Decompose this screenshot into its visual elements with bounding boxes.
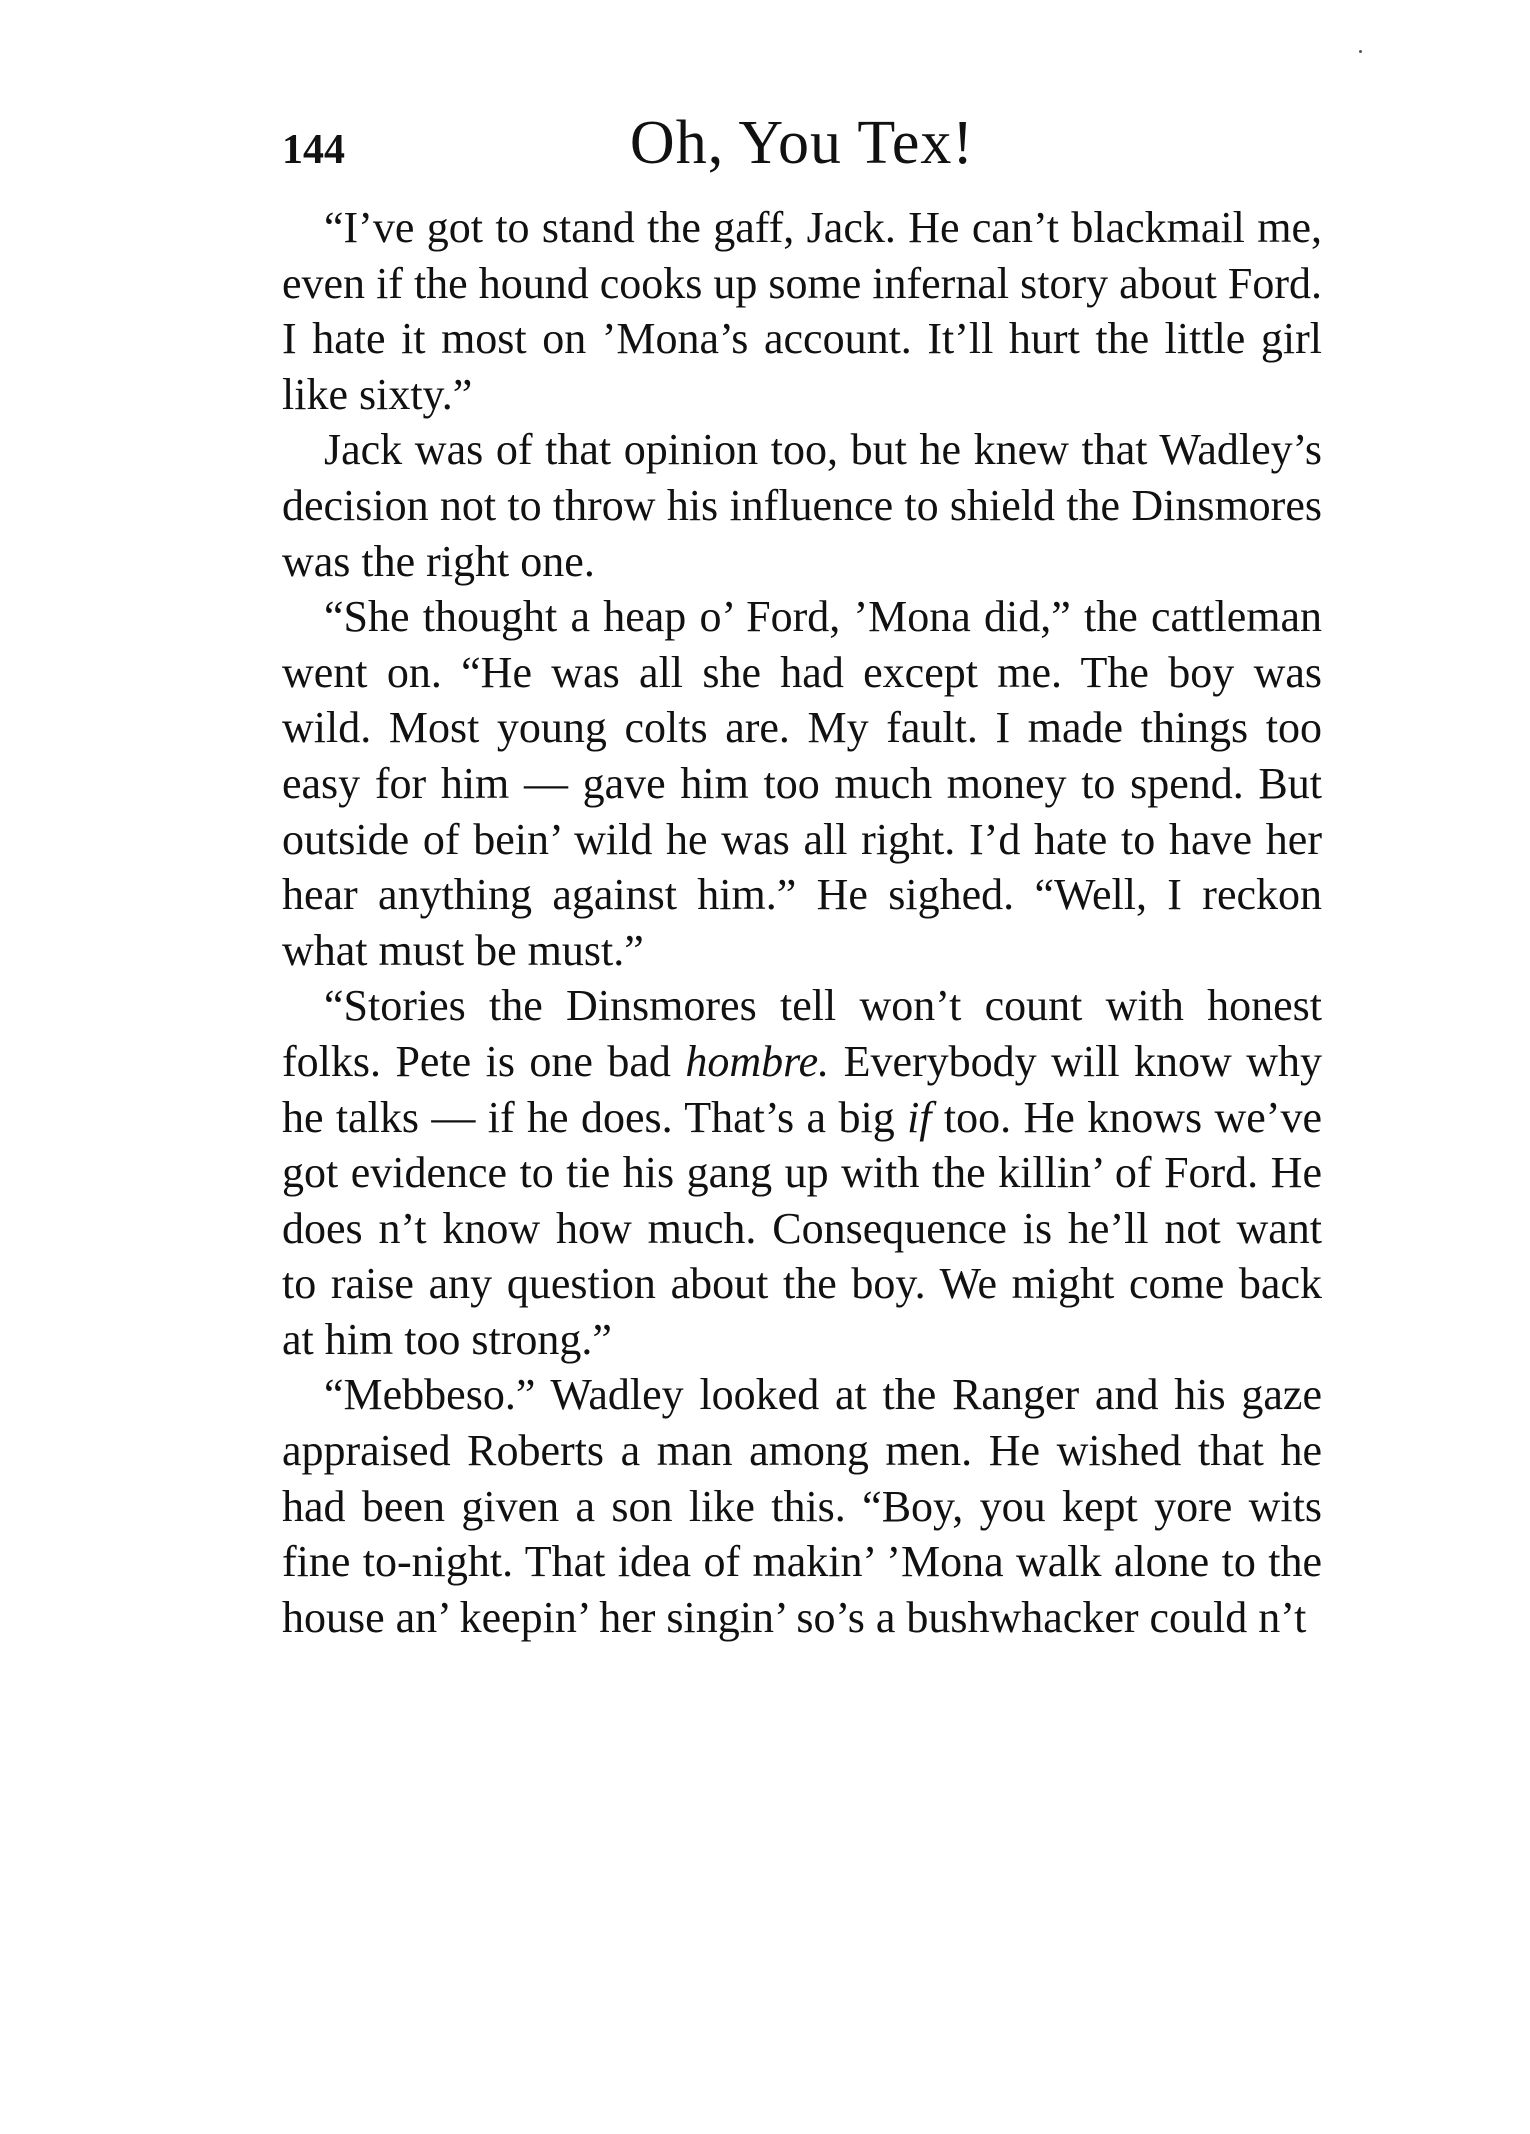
paragraph	[282, 589, 1322, 978]
page-header	[282, 108, 1322, 198]
text-segment: Everybody will know why he talks — if he does. That’s a big	[282, 1036, 1322, 1142]
page-number: 144	[282, 127, 345, 173]
text-segment: “Mebbeso.” Wadley looked at the Ranger and his gaze appraised Roberts a man among men. He wished that he had been given a son like this. “Boy, you kept yore wits fine to-night. That idea of makin’ ’Mona walk alone to the house an’ keepin’ her singin’ so’s a bushwhacker could n’t	[282, 1370, 1322, 1642]
paragraph	[282, 978, 1322, 1367]
text-segment: “Stories the Dinsmores tell won’t count with honest folks. Pete is one bad	[282, 981, 1322, 1086]
running-title: Oh, You Tex!	[629, 109, 975, 177]
body-text	[282, 200, 1322, 1645]
italic-word: if	[907, 1092, 932, 1142]
text-segment: Jack was of that opinion too, but he knew that Wadley’s decision not to throw his influence to shield the Dinsmores was the right one.	[282, 425, 1322, 586]
paper-speck	[1359, 50, 1362, 53]
paragraph	[282, 200, 1322, 422]
italic-word: hombre.	[685, 1036, 830, 1086]
paragraph	[282, 1367, 1322, 1645]
paragraph	[282, 422, 1322, 589]
text-segment: “I’ve got to stand the gaff, Jack. He can’t blackmail me, even if the hound cooks up some infernal story about Ford. I hate it most on ’Mona’s account. It’ll hurt the little girl like sixty.”	[282, 203, 1322, 419]
text-segment: too. He knows we’ve got evidence to tie his gang up with the killin’ of Ford. He does n’t know how much. Consequence is he’ll not want to raise any question about the boy. We might come back at him too strong.”	[282, 1092, 1322, 1364]
text-segment: “She thought a heap o’ Ford, ’Mona did,” the cattleman went on. “He was all she had except me. The boy was wild. Most young colts are. My fault. I made things too easy for him — gave him too much money to spend. But outside of bein’ wild he was all right. I’d hate to have her hear anything against him.” He sighed. “Well, I reckon what must be must.”	[282, 592, 1322, 975]
